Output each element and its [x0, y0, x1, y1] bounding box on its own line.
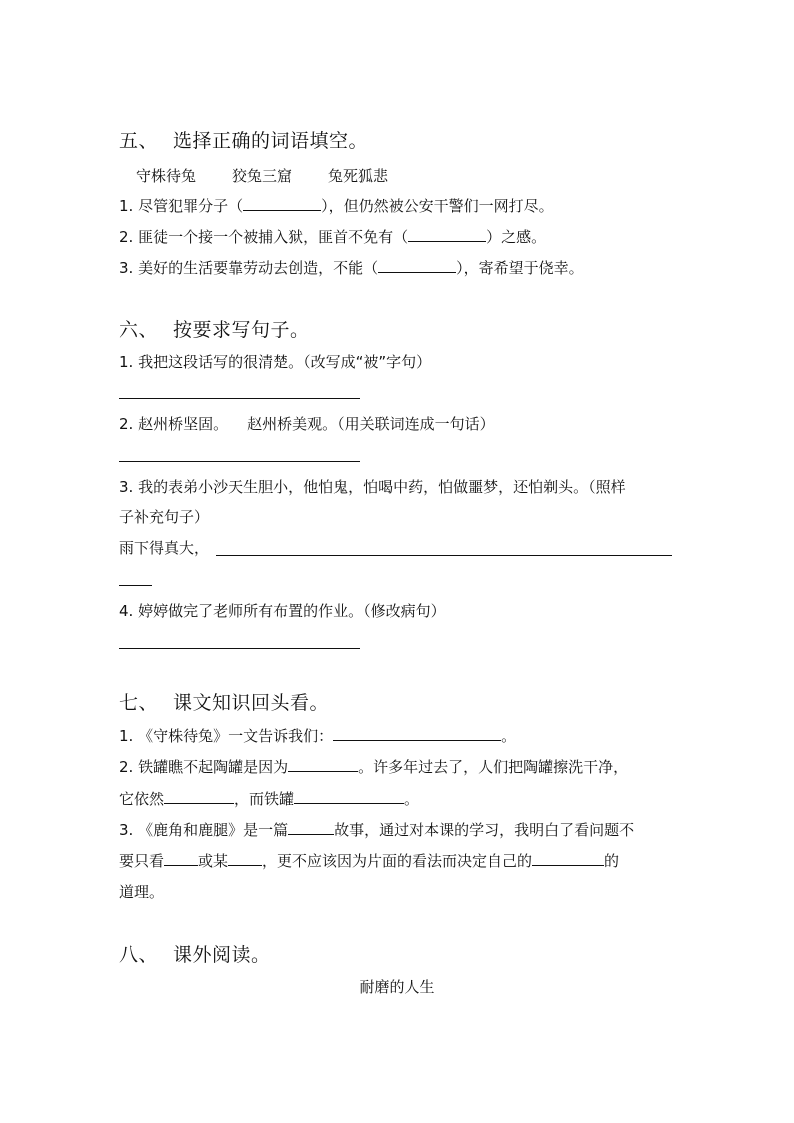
section-8-heading — [119, 940, 271, 967]
question-text: 。 — [501, 727, 517, 745]
question-text: 它依然 — [119, 790, 165, 808]
answer-blank[interactable] — [333, 726, 501, 741]
section-7-title: 课文知识回头看。 — [173, 692, 330, 714]
question-text: 3. 《鹿角和鹿腿》是一篇 — [119, 821, 289, 839]
section-5-heading — [119, 126, 368, 153]
question-6-3-line1: 3. 我的表弟小沙天生胆小，他怕鬼，怕喝中药，怕做噩梦，还怕剃头。（照样 — [119, 478, 626, 496]
answer-blank[interactable] — [288, 820, 334, 835]
answer-blank[interactable] — [294, 789, 404, 804]
question-7-3-line2 — [119, 851, 619, 871]
answer-line[interactable] — [119, 585, 152, 586]
answer-blank[interactable] — [243, 196, 321, 211]
answer-blank[interactable] — [164, 851, 198, 866]
question-6-3-prompt: 雨下得真大， — [119, 539, 210, 557]
question-text: 或某 — [198, 852, 229, 870]
section-8-number: 八、 — [119, 944, 159, 966]
question-text: 1. 尽管犯罪分子（ — [119, 197, 244, 215]
question-text: 。 — [404, 790, 420, 808]
question-6-4: 4. 婷婷做完了老师所有布置的作业。（修改病句） — [119, 602, 446, 620]
question-6-2: 2. 赵州桥坚固。 赵州桥美观。（用关联词连成一句话） — [119, 415, 495, 433]
question-text: 。许多年过去了，人们把陶罐擦洗干净， — [358, 758, 629, 776]
answer-blank[interactable] — [378, 258, 456, 273]
article-title: 耐磨的人生 — [359, 978, 435, 996]
question-7-3-line1 — [119, 820, 634, 840]
question-6-3-line2: 子补充句子） — [119, 508, 210, 526]
question-text: 的 — [604, 852, 620, 870]
answer-line[interactable] — [119, 398, 360, 399]
section-7-heading — [119, 688, 329, 715]
question-text: 1. 《守株待兔》一文告诉我们： — [119, 727, 334, 745]
section-5-number: 五、 — [119, 130, 159, 152]
section-5-title: 选择正确的词语填空。 — [173, 130, 369, 152]
word-option: 兔死狐悲 — [328, 167, 389, 185]
answer-blank[interactable] — [164, 789, 234, 804]
question-text: ，而铁罐 — [234, 790, 295, 808]
question-6-1: 1. 我把这段话写的很清楚。（改写成“被”字句） — [119, 353, 432, 371]
section-6-number: 六、 — [119, 319, 159, 341]
section-6-title: 按要求写句子。 — [173, 319, 310, 341]
word-options — [136, 165, 388, 186]
question-text: 2. 匪徒一个接一个被捕入狱，匪首不免有（ — [119, 228, 409, 246]
answer-line[interactable] — [119, 648, 360, 649]
question-7-1 — [119, 726, 516, 746]
question-7-2-line1 — [119, 757, 628, 777]
question-5-2 — [119, 227, 546, 247]
question-text: 要只看 — [119, 852, 165, 870]
question-7-2-line2 — [119, 789, 419, 809]
question-5-1 — [119, 196, 554, 216]
section-8-title: 课外阅读。 — [173, 944, 271, 966]
answer-blank[interactable] — [408, 227, 486, 242]
question-text: 3. 美好的生活要靠劳动去创造，不能（ — [119, 259, 379, 277]
question-text: ），寄希望于侥幸。 — [456, 259, 584, 277]
question-text: ，更不应该因为片面的看法而决定自己的 — [262, 852, 533, 870]
answer-blank[interactable] — [288, 757, 358, 772]
answer-blank[interactable] — [532, 851, 604, 866]
question-text: 故事，通过对本课的学习，我明白了看问题不 — [334, 821, 635, 839]
section-6-heading — [119, 315, 310, 342]
answer-line[interactable] — [119, 461, 360, 462]
question-text: ）之感。 — [486, 228, 547, 246]
answer-blank[interactable] — [228, 851, 262, 866]
section-7-number: 七、 — [119, 692, 159, 714]
question-text: ），但仍然被公安干警们一网打尽。 — [321, 197, 554, 215]
question-7-3-line3: 道理。 — [119, 883, 165, 901]
word-option: 狡兔三窟 — [232, 167, 293, 185]
question-text: 2. 铁罐瞧不起陶罐是因为 — [119, 758, 289, 776]
answer-line[interactable] — [216, 555, 672, 556]
question-5-3 — [119, 258, 584, 278]
word-option: 守株待兔 — [136, 167, 197, 185]
